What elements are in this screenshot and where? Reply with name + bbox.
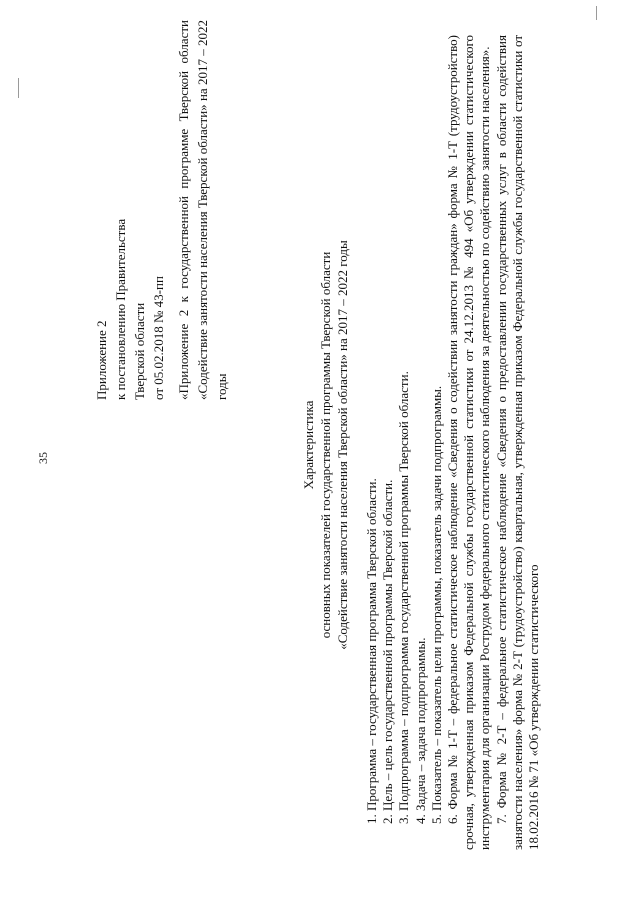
appendix-program-note: «Приложение 2 к государственной программе Тверской области «Содействие занятости населения Тверской области» на 2017 – 2022 годы bbox=[176, 20, 229, 400]
title-line: Характеристика bbox=[301, 400, 316, 490]
page-number: 35 bbox=[36, 452, 50, 464]
definition-item: 7. Форма № 2-Т – федеральное статистическое наблюдение «Сведения о предоставлении государственных услуг в области содействия занятости населения» форма № 2-Т (трудоустройство) квартальная, утвержденная приказом Федеральной службы государственной статистики от 18.02.2016 № 71 «Об утверждении статистического bbox=[493, 35, 542, 850]
document-title bbox=[300, 85, 351, 805]
appendix-header-line: к постановлению Правительства bbox=[113, 218, 128, 400]
title-line: основных показателей государственной программы Тверской области bbox=[318, 251, 333, 639]
appendix-header-line: Приложение 2 bbox=[94, 320, 109, 400]
appendix-header-line: от 05.02.2018 № 43-пп bbox=[151, 276, 166, 400]
definition-item: 1. Программа – государственная программа Тверской области. bbox=[364, 478, 379, 824]
definition-item: 6. Форма № 1-Т – федеральное статистическое наблюдение «Сведения о содействии занятости граждан» форма № 1-Т (трудоустройство) срочная, утвержденная приказом Федеральной службы государственной статистики от 24.12.2013 № 494 «Об утверждении статистического инструментария для организации Рострудом федерального статистического наблюдения за деятельностью по содействию занятости населения». bbox=[445, 35, 493, 850]
appendix-header-line: Тверской области bbox=[132, 302, 147, 400]
appendix-header bbox=[92, 20, 168, 400]
definition-item: 5. Показатель – показатель цели программы, показатель задачи подпрограммы. bbox=[428, 385, 444, 824]
title-line: «Содействие занятости населения Тверской области» на 2017 – 2022 годы bbox=[335, 240, 350, 650]
definition-item: 2. Цель – цель государственной программы Тверской области. bbox=[380, 479, 396, 824]
definition-item: 4. Задача – задача подпрограммы. bbox=[412, 637, 428, 824]
definitions-list bbox=[364, 35, 542, 850]
definition-item: 3. Подпрограмма – подпрограмма государственной программы Тверской области. bbox=[396, 371, 412, 824]
